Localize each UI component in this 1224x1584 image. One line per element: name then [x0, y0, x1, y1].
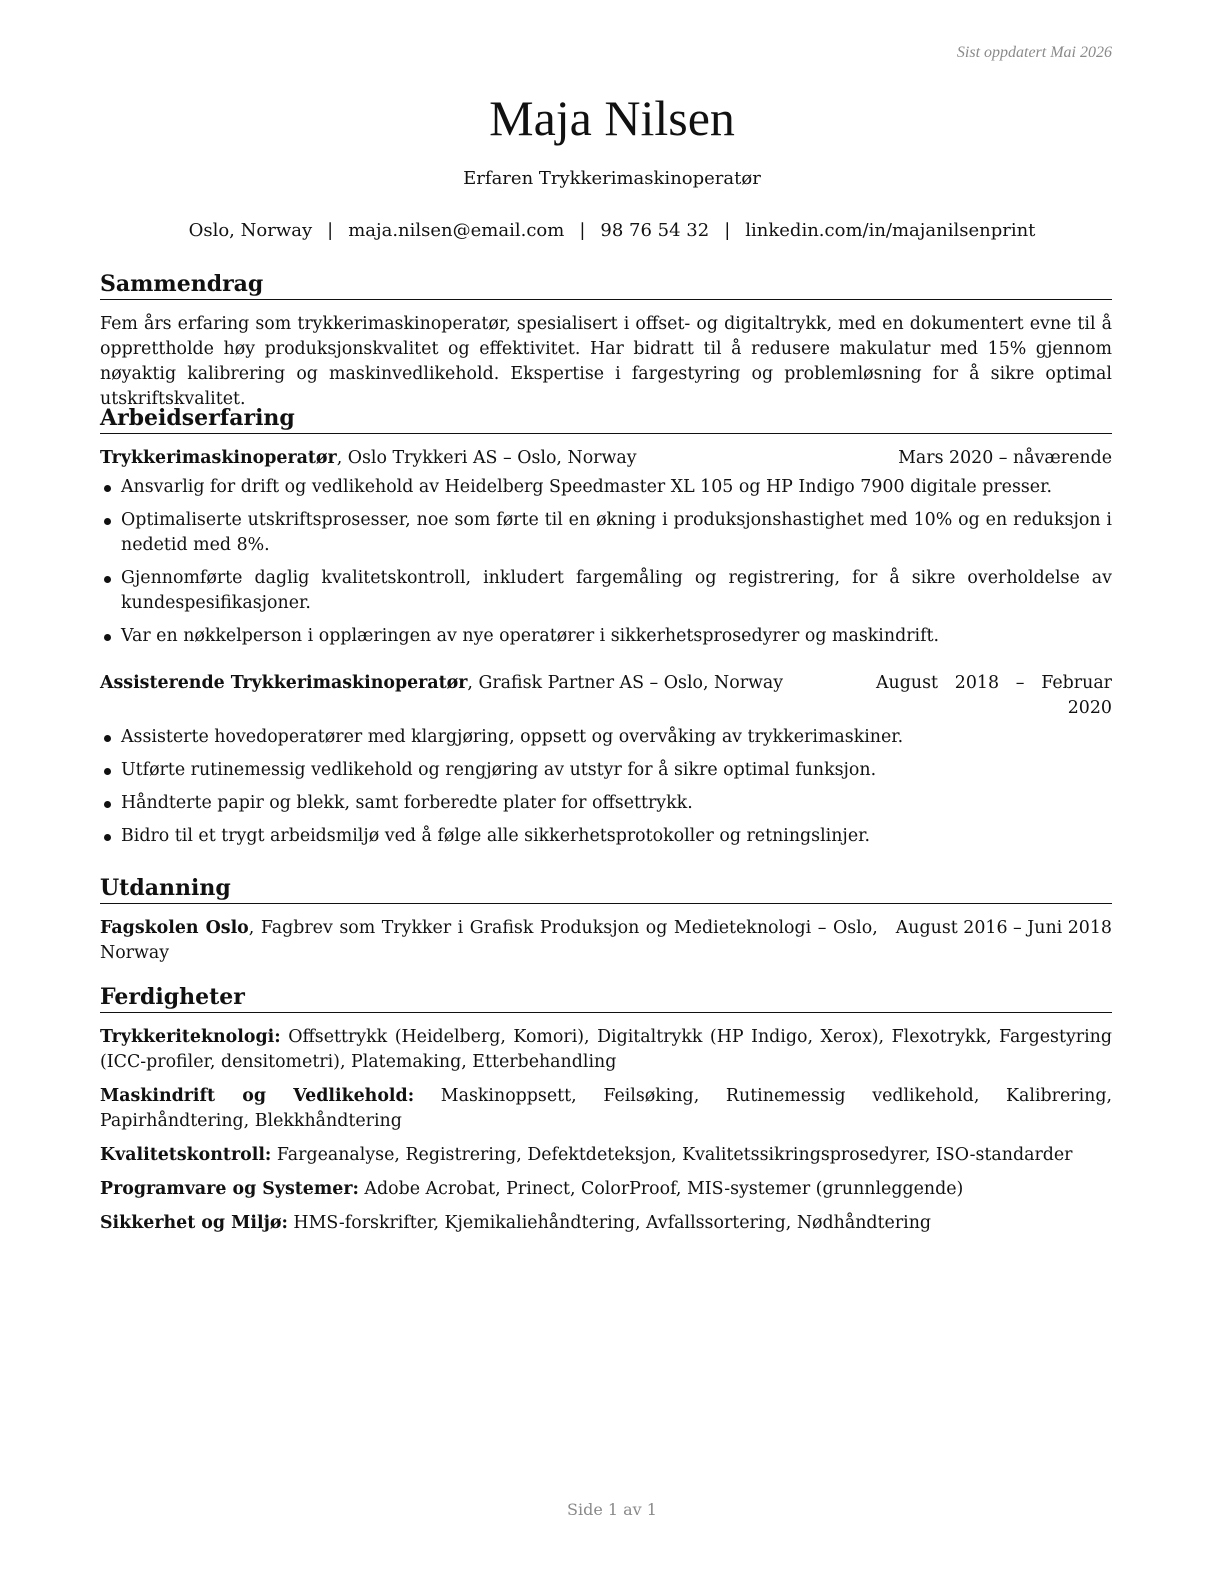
contact-line: [0, 220, 1224, 241]
skill-item: [100, 1177, 1112, 1202]
bullet-icon: [104, 518, 111, 525]
job-bullets: [100, 475, 1112, 649]
job-dates: August 2018 – Februar 2020: [876, 673, 1112, 718]
bullet-item: Optimaliserte utskriftsprosesser, noe som førte til en økning i produksjonshastighet med 10% og en reduksjon i nedetid med 8%.: [100, 508, 1112, 558]
job-role: Assisterende Trykkerimaskinoperatør: [100, 673, 468, 693]
bullet-icon: [104, 576, 111, 583]
bullet-item: Håndterte papir og blekk, samt forberedte plater for offsettrykk.: [100, 791, 1112, 816]
job-company: , Oslo Trykkeri AS – Oslo, Norway: [336, 448, 637, 468]
job-entry: [100, 446, 1112, 649]
bullet-icon: [104, 735, 111, 742]
contact-separator: |: [579, 220, 586, 241]
bullet-item: Gjennomførte daglig kvalitetskontroll, inkludert fargemåling og registrering, for å sikre overholdelse av kundespesifikasjoner.: [100, 566, 1112, 616]
contact-separator: |: [327, 220, 334, 241]
section-title-skills: Ferdigheter: [100, 984, 1112, 1013]
job-header: [100, 671, 1112, 721]
bullet-item: Ansvarlig for drift og vedlikehold av Heidelberg Speedmaster XL 105 og HP Indigo 7900 digitale presser.: [100, 475, 1112, 500]
education-dates: August 2016 – Juni 2018: [895, 918, 1112, 938]
education-details: , Fagbrev som Trykker i Grafisk Produksjon og Medieteknologi – Oslo, Norway: [100, 918, 878, 963]
skill-label: Programvare og Systemer:: [100, 1179, 359, 1199]
candidate-name: Maja Nilsen: [489, 90, 735, 146]
bullet-item: Bidro til et trygt arbeidsmiljø ved å følge alle sikkerhetsprotokoller og retningslinjer.: [100, 824, 1112, 849]
skill-label: Kvalitetskontroll:: [100, 1145, 272, 1165]
skills-section: [100, 984, 1112, 1245]
contact-linkedin[interactable]: linkedin.com/in/majanilsenprint: [745, 220, 1036, 241]
last-updated: Sist oppdatert Mai 2026: [956, 44, 1112, 61]
skill-text: Fargeanalyse, Registrering, Defektdeteksjon, Kvalitetssikringsprosedyrer, ISO-standarder: [271, 1145, 1073, 1165]
contact-separator: |: [724, 220, 731, 241]
bullet-icon: [104, 834, 111, 841]
job-header: [100, 446, 1112, 471]
bullet-item: Assisterte hovedoperatører med klargjøring, oppsett og overvåking av trykkerimaskiner.: [100, 725, 1112, 750]
contact-email[interactable]: maja.nilsen@email.com: [348, 220, 565, 241]
job-role: Trykkerimaskinoperatør: [100, 448, 337, 468]
bullet-icon: [104, 768, 111, 775]
education-section: [100, 875, 1112, 966]
skill-item: [100, 1025, 1112, 1075]
section-title-experience: Arbeidserfaring: [100, 405, 1112, 434]
job-dates: Mars 2020 – nåværende: [898, 448, 1112, 468]
skill-text: Maskinoppsett, Feilsøking, Rutinemessig vedlikehold, Kalibrering, Papirhåndtering, Blekkhåndtering: [100, 1086, 1112, 1131]
summary-text: Fem års erfaring som trykkerimaskinoperatør, spesialisert i offset- og digitaltrykk, med en dokumentert evne til å opprettholde høy produksjonskvalitet og effektivitet. Har bidratt til å redusere makulatur med 15% gjennom nøyaktig kalibrering og maskinvedlikehold. Ekspertise i fargestyring og problemløsning for å sikre optimal utskriftskvalitet.: [100, 314, 1112, 409]
bullet-item: Utførte rutinemessig vedlikehold og rengjøring av utstyr for å sikre optimal funksjon.: [100, 758, 1112, 783]
skill-item: [100, 1211, 1112, 1236]
bullet-icon: [104, 485, 111, 492]
skill-label: Trykkeriteknologi:: [100, 1027, 281, 1047]
education-entry: [100, 916, 1112, 966]
skill-text: Offsettrykk (Heidelberg, Komori), Digitaltrykk (HP Indigo, Xerox), Flexotrykk, Fargestyring (ICC-profiler, densitometri), Platemaking, Etterbehandling: [100, 1027, 1112, 1072]
bullet-icon: [104, 634, 111, 641]
summary-section: [100, 271, 1112, 412]
bullet-icon: [104, 801, 111, 808]
experience-section: [100, 405, 1112, 857]
skill-label: Sikkerhet og Miljø:: [100, 1213, 288, 1233]
contact-phone: 98 76 54 32: [600, 220, 710, 241]
education-school: Fagskolen Oslo: [100, 918, 249, 938]
skill-text: Adobe Acrobat, Prinect, ColorProof, MIS-systemer (grunnleggende): [358, 1179, 964, 1199]
skill-item: [100, 1143, 1112, 1168]
candidate-title: Erfaren Trykkerimaskinoperatør: [463, 168, 761, 189]
skill-label: Maskindrift og Vedlikehold:: [100, 1086, 415, 1106]
job-company: , Grafisk Partner AS – Oslo, Norway: [467, 673, 784, 693]
section-title-summary: Sammendrag: [100, 271, 1112, 300]
section-title-education: Utdanning: [100, 875, 1112, 904]
skill-text: HMS-forskrifter, Kjemikaliehåndtering, Avfallssortering, Nødhåndtering: [287, 1213, 932, 1233]
job-entry: [100, 671, 1112, 849]
bullet-item: Var en nøkkelperson i opplæringen av nye operatører i sikkerhetsprosedyrer og maskindrift.: [100, 624, 1112, 649]
page-number: Side 1 av 1: [567, 1500, 657, 1519]
contact-location: Oslo, Norway: [188, 220, 313, 241]
job-bullets: [100, 725, 1112, 849]
skill-item: [100, 1084, 1112, 1134]
